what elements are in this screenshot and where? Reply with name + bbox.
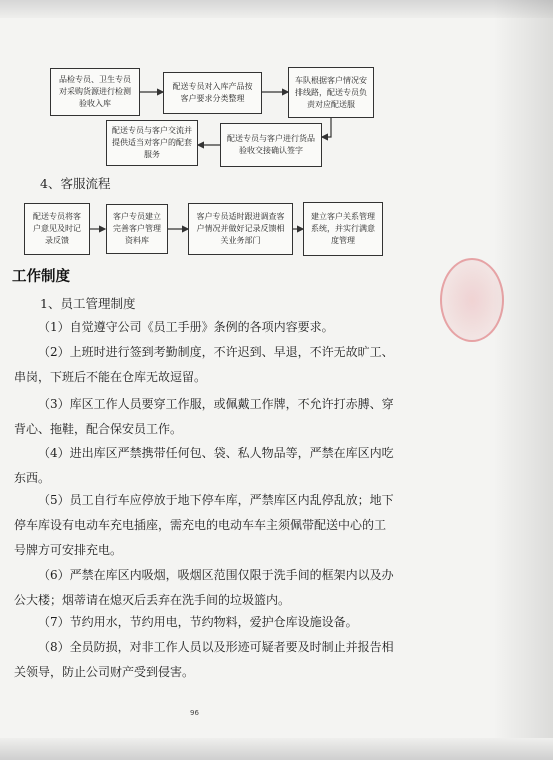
flow-box-text: 品检专员、卫生专员对采购货源进行检测验收入库 xyxy=(59,75,131,108)
rule-item-7: （7）节约用水，节约用电，节约物料，爱护仓库设施设备。 xyxy=(38,615,358,629)
flow-box-feedback xyxy=(24,203,90,255)
scan-bottom-shadow xyxy=(0,738,553,760)
flow-box-text: 配送专员对入库产品按客户要求分类整理 xyxy=(172,82,253,103)
flow-box-text: 客户专员建立完善客户管理资料库 xyxy=(113,212,161,245)
rule-item-5: （5）员工自行车应停放于地下停车库，严禁库区内乱停乱放；地下停车库设有电动车充电插座，需充电的电动车车主须佩带配送中心的工号牌方可安排充电。 xyxy=(14,493,394,557)
flow-box-database xyxy=(106,204,168,254)
section-title: 工作制度 xyxy=(12,268,70,285)
flow-box-text: 配送专员与客户交流并提供适当对客户的配套服务 xyxy=(112,126,192,159)
flow-box-handover xyxy=(220,123,322,167)
section-4-title: 4、客服流程 xyxy=(40,176,111,191)
red-seal-stamp xyxy=(440,258,504,342)
rule-item-2: （2）上班时进行签到考勤制度，不许迟到、早退，不许无故旷工、串岗，下班后不能在仓库无故逗留。 xyxy=(14,345,394,384)
subsection-title: 1、员工管理制度 xyxy=(40,296,136,311)
rule-item-8: （8）全员防损，对非工作人员以及形迹可疑者要及时制止并报告相关领导，防止公司财产受到侵害。 xyxy=(14,640,394,679)
flow-box-text: 车队根据客户情况安排线路，配送专员负责对应配送服 xyxy=(295,75,367,109)
flow-box-sorting xyxy=(163,72,262,114)
flow-box-followup xyxy=(188,203,293,255)
flow-box-crm xyxy=(303,202,383,256)
flow-box-text: 配送专员与客户进行货品验收交接确认签字 xyxy=(227,134,315,155)
flow-box-text: 配送专员将客户意见及时记录反馈 xyxy=(33,212,81,245)
flow-box-inspection xyxy=(50,68,140,116)
rule-item-4: （4）进出库区严禁携带任何包、袋、私人物品等，严禁在库区内吃东西。 xyxy=(14,446,394,485)
flow-box-routing xyxy=(288,67,374,118)
rule-item-3: （3）库区工作人员要穿工作服，或佩戴工作牌，不允许打赤膊、穿背心、拖鞋，配合保安员工作。 xyxy=(14,397,394,436)
page-number: 96 xyxy=(190,709,199,717)
rule-item-1: （1）自觉遵守公司《员工手册》条例的各项内容要求。 xyxy=(38,320,334,334)
flow-box-text: 客户专员适时跟进调查客户情况并做好记录反馈相关业务部门 xyxy=(196,212,285,245)
flow-box-text: 建立客户关系管理系统，并实行满意度管理 xyxy=(311,212,375,245)
flow-box-service xyxy=(106,120,198,166)
rule-item-6: （6）严禁在库区内吸烟，吸烟区范围仅限于洗手间的框架内以及办公大楼；烟蒂请在熄灭后丢弃在洗手间的垃圾篮内。 xyxy=(14,568,394,607)
